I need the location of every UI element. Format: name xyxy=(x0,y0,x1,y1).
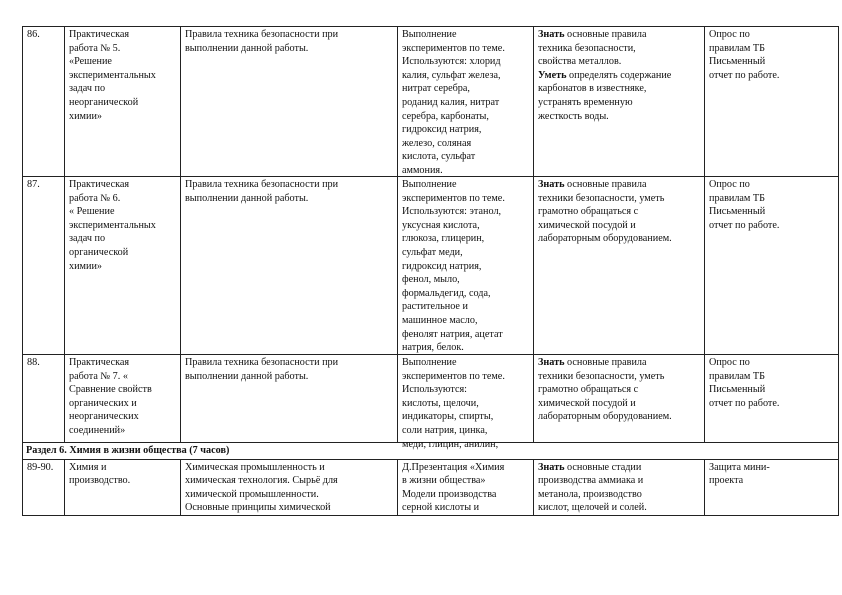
lesson-plan-table-page xyxy=(22,26,838,516)
table-row xyxy=(23,459,839,515)
requirements-cell: Знать основные правила техники безопасности, уметь грамотно обращаться с химической посудой и лабораторным оборудованием. xyxy=(534,355,705,443)
control-form-cell: Опрос по правилам ТБ Письменный отчет по работе. xyxy=(705,177,839,355)
lesson-content: Химическая промышленность и химическая технология. Сырьё для химической промышленности. Основные принципы химической xyxy=(181,459,398,515)
control-form-cell: Опрос по правилам ТБ Письменный отчет по работе. xyxy=(705,27,839,177)
lesson-content: Правила техника безопасности при выполнении данной работы. xyxy=(181,177,398,355)
experiment-cell: Выполнение экспериментов по теме. Используются: кислоты, щелочи, индикаторы, спирты, соли натрия, цинка, меди, глицин, анилин, xyxy=(398,355,534,443)
lesson-content: Правила техника безопасности при выполнении данной работы. xyxy=(181,355,398,443)
control-form-cell: Опрос по правилам ТБ Письменный отчет по работе. xyxy=(705,355,839,443)
lesson-number: 89-90. xyxy=(23,459,65,515)
experiment-cell: Д.Презентация «Химия в жизни общества» Модели производства серной кислоты и xyxy=(398,459,534,515)
requirements-cell: Знать основные правила техники безопасности, уметь грамотно обращаться с химической посудой и лабораторным оборудованием. xyxy=(534,177,705,355)
experiment-cell: Выполнение экспериментов по теме. Используются: хлорид калия, сульфат железа, нитрат серебра, роданид калия, нитрат серебра, карбонаты, гидроксид натрия, железо, соляная кислота, сульфат аммония. xyxy=(398,27,534,177)
lesson-number: 87. xyxy=(23,177,65,355)
table-row xyxy=(23,177,839,355)
section-title: Раздел 6. Химия в жизни общества (7 часов) xyxy=(23,443,839,460)
lesson-title: Практическая работа № 5. «Решение экспериментальных задач по неорганической химии» xyxy=(65,27,181,177)
lesson-title: Практическая работа № 6. « Решение экспериментальных задач по органической химии» xyxy=(65,177,181,355)
requirements-cell: Знать основные правила техника безопасности, свойства металлов. Уметь определять содержание карбонатов в известняке, устранять временную жесткость воды. xyxy=(534,27,705,177)
control-form-cell: Защита мини- проекта xyxy=(705,459,839,515)
lesson-plan-table xyxy=(22,26,839,516)
lesson-title: Химия и производство. xyxy=(65,459,181,515)
experiment-cell: Выполнение экспериментов по теме. Используются: этанол, уксусная кислота, глюкоза, глицерин, сульфат меди, гидроксид натрия, фенол, мыло, формальдегид, сода, растительное и машинное масло, фенолят натрия, ацетат натрия, белок. xyxy=(398,177,534,355)
lesson-number: 86. xyxy=(23,27,65,177)
lesson-content: Правила техника безопасности при выполнении данной работы. xyxy=(181,27,398,177)
lesson-number: 88. xyxy=(23,355,65,443)
table-row xyxy=(23,27,839,177)
requirements-cell: Знать основные стадии производства аммиака и метанола, производство кислот, щелочей и солей. xyxy=(534,459,705,515)
lesson-title: Практическая работа № 7. « Сравнение свойств органических и неорганических соединений» xyxy=(65,355,181,443)
table-row xyxy=(23,355,839,443)
